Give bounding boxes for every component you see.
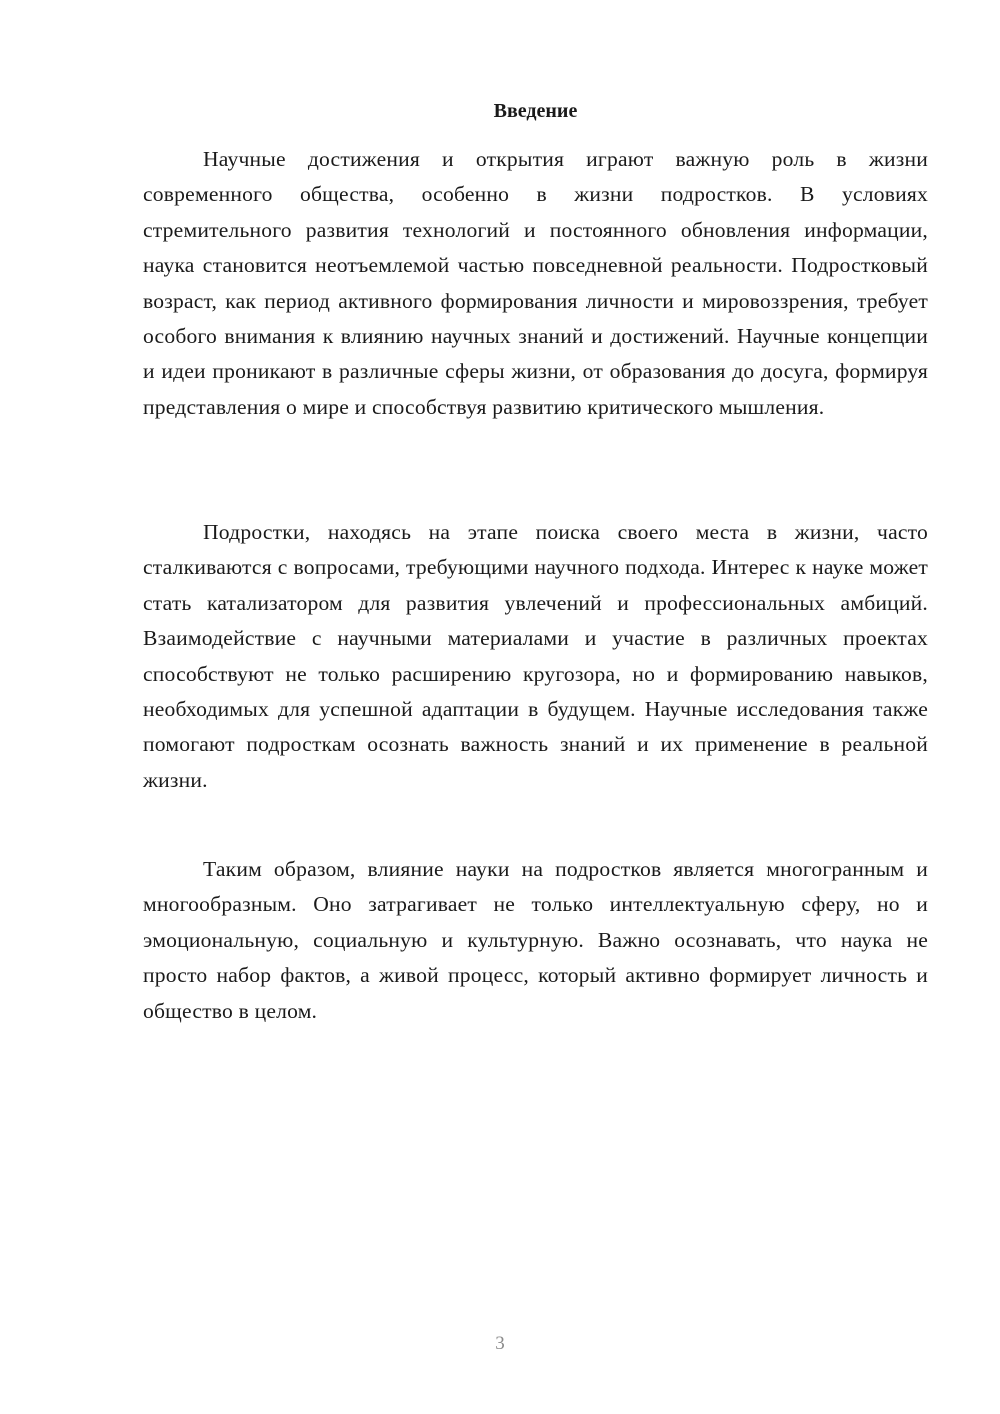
section-heading: Введение — [493, 100, 578, 122]
paragraph-2: Подростки, находясь на этапе поиска своего места в жизни, часто сталкиваются с вопросами, требующими научного подхода. Интерес к науке может стать катализатором для развития увлечений и профессиональных амбиций. Взаимодействие с научными материалами и участие в различных проектах способствуют не только расширению кругозора, но и формированию навыков, необходимых для успешной адаптации в будущем. Научные исследования также помогают подросткам осознать важность знаний и их применение в реальной жизни. — [143, 520, 928, 792]
paragraph-3: Таким образом, влияние науки на подростков является многогранным и многообразным. Оно затрагивает не только интеллектуальную сферу, но и эмоциональную, социальную и культурную. Важно осознавать, что наука не просто набор фактов, а живой процесс, который активно формирует личность и общество в целом. — [143, 857, 928, 1023]
paragraph-1: Научные достижения и открытия играют важную роль в жизни современного общества, особенно в жизни подростков. В условиях стремительного развития технологий и постоянного обновления информации, наука становится неотъемлемой частью повседневной реальности. Подростковый возраст, как период активного формирования личности и мировоззрения, требует особого внимания к влиянию научных знаний и достижений. Научные концепции и идеи проникают в различные сферы жизни, от образования до досуга, формируя представления о мире и способствуя развитию критического мышления. — [143, 147, 928, 419]
page-number: 3 — [495, 1333, 505, 1354]
